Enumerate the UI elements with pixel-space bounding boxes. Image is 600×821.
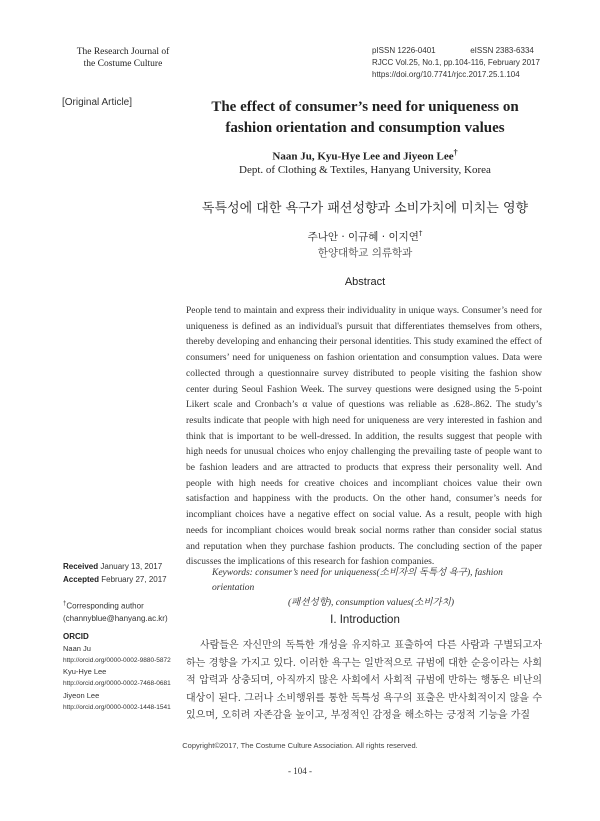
author-list: Naan Ju, Kyu-Hye Lee and Jiyeon Lee — [272, 150, 454, 163]
intro-text: 사람들은 자신만의 독특한 개성을 유지하고 표출하여 다른 사람과 구별되고자 하는 경향을 가지고 있다. 이러한 욕구는 일반적으로 규범에 대한 순응이라는 사회적 압력과 상충되며, 아직까지 많은 사회에서 사회적 규범에 반하는 행동은 비난의 대상이 된다. 그러나 소비행위를 통한 독특성 욕구의 표출은 반사회적이지 않을 수 있으며, 오히려 자존감을 높이고, 부정적인 감정을 해소하는 긍정적 기능을 가질 — [186, 640, 542, 722]
orcid-name: Kyu-Hye Lee — [63, 667, 107, 677]
received-date: January 13, 2017 — [100, 562, 163, 571]
orcid-link[interactable]: http://orcid.org/0000-0002-9880-5872 — [63, 656, 171, 664]
journal-name-line1: The Research Journal of — [76, 47, 170, 57]
paper-title-line2: fashion orientation and consumption values — [225, 120, 505, 136]
citation: RJCC Vol.25, No.1, pp.104-116, February 2017 — [372, 58, 540, 67]
section-heading: I. Introduction — [330, 614, 400, 626]
article-type: [Original Article] — [62, 97, 133, 108]
paper-title — [195, 97, 535, 139]
korean-author-list: 주나안 · 이규혜 · 이지연 — [307, 231, 419, 243]
keywords-line2: (패션성향), consumption values(소비가치) — [288, 598, 455, 608]
corresponding-author — [63, 598, 168, 625]
orcid-block — [63, 631, 171, 714]
orcid-link[interactable]: http://orcid.org/0000-0002-7468-0681 — [63, 680, 171, 688]
orcid-label: ORCID — [63, 632, 89, 641]
dagger-mark: † — [63, 601, 67, 607]
journal-name — [64, 46, 182, 70]
page-number: - 104 - — [288, 766, 312, 776]
orcid-name: Jiyeon Lee — [63, 690, 100, 700]
publication-meta — [372, 45, 540, 81]
pissn: pISSN 1226-0401 — [372, 46, 436, 55]
corresponding-mark: † — [453, 148, 458, 157]
accepted-label: Accepted — [63, 575, 100, 584]
orcid-link[interactable]: http://orcid.org/0000-0002-1448-1541 — [63, 703, 171, 711]
korean-title: 독특성에 대한 욕구가 패션성향과 소비가치에 미치는 영향 — [201, 201, 529, 216]
corr-email[interactable]: (channyblue@hanyang.ac.kr) — [63, 613, 168, 623]
accepted-date: February 27, 2017 — [101, 575, 167, 584]
paper-title-line1: The effect of consumer’s need for uniqueness on — [211, 99, 519, 115]
korean-corresponding-mark: † — [418, 229, 423, 238]
keywords-line1: Keywords: consumer’s need for uniqueness(소비자의 독특성 욕구), fashion orientation — [212, 568, 503, 593]
orcid-name: Naan Ju — [63, 643, 91, 653]
copyright: Copyright©2017, The Costume Culture Association. All rights reserved. — [182, 741, 418, 750]
accepted-info — [63, 574, 167, 586]
korean-affiliation: 한양대학교 의류학과 — [317, 247, 413, 259]
journal-name-line2: the Costume Culture — [83, 59, 163, 69]
doi-link[interactable]: https://doi.org/10.7741/rjcc.2017.25.1.104 — [372, 70, 520, 79]
eissn: eISSN 2383-6334 — [470, 46, 534, 55]
affiliation: Dept. of Clothing & Textiles, Hanyang University, Korea — [239, 164, 491, 176]
authors — [200, 148, 530, 163]
keywords — [212, 566, 546, 611]
abstract-text: People tend to maintain and express their individuality in unique ways. Consumer’s need for uniqueness is defined as an individual's pursuit that differentiates themselves from others, thereby developing and enhancing their personal identities. This study examined the effect of consumers’ need for uniqueness on fashion orientation and consumption values. Data were collected through a questionnaire survey distributed to people visiting the fashion show center during Seoul Fashion Week. The survey questions were designed using the 5-point Likert scale and Cronbach’s α value of questions was reliable as .628-.862. The study’s results indicate that people with high need for uniqueness are very interested in fashion and think that is important to be well-dressed. In addition, the results suggest that people with high needs for unusual choices who enjoy challenging the prevailing taste of people want to be fashion leaders and are attracted to products that express their personality well. And people with high needs for creative choices and incompliant choices value their own satisfaction and happiness with the products. On the other hand, consumer’s needs for incompliant choices have a negative effect on social value. As a result, people with high needs for incompliant choices would break social norms rather than consider social status and reputation when they purchase fashion products. The concluding section of the paper discusses the implications of this research for fashion companies. — [186, 306, 542, 568]
received-info — [63, 561, 162, 573]
corr-label: Corresponding author — [66, 601, 144, 611]
korean-authors — [200, 229, 530, 244]
received-label: Received — [63, 562, 99, 571]
abstract-heading: Abstract — [344, 276, 386, 288]
